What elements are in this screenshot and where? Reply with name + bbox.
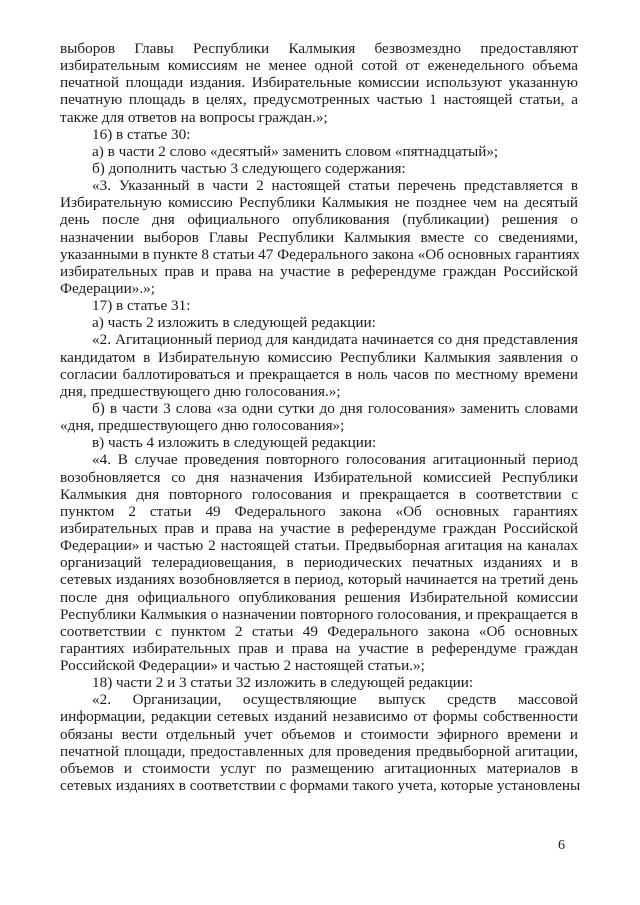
text-line: гарантиях избирательных прав и права на участие в референдуме граждан (60, 639, 578, 657)
text-line: день после дня официального опубликования (публикации) решения о (60, 211, 578, 229)
text-line: кандидатом в Избирательную комиссию Республики Калмыкия заявления о (60, 348, 578, 366)
text-line: назначении выборов Главы Республики Калмыкия вместе со сведениями, (60, 228, 578, 246)
text-line: указанными в пункте 8 статьи 47 Федерального закона «Об основных гарантиях (60, 245, 580, 263)
text-line: печатную площадь в целях, предусмотренных частью 1 настоящей статьи, а (60, 91, 578, 109)
text-line: соответствии с пунктом 2 статьи 49 Федерального закона «Об основных (60, 622, 578, 640)
text-line: сетевых изданиях в соответствии с формами такого учета, которые установлены (60, 777, 581, 795)
text-line: «3. Указанный в части 2 настоящей статьи перечень представляется в (92, 177, 578, 195)
text-line: 16) в статье 30: (92, 125, 191, 143)
text-line: избирательных прав и права на участие в референдуме граждан Российской (60, 262, 578, 280)
text-line: согласии баллотироваться и прекращается в ноль часов по местному времени (60, 365, 578, 383)
text-line: «дня, предшествующего дню голосования»; (60, 417, 345, 435)
text-line: 18) части 2 и 3 статьи 32 изложить в следующей редакции: (92, 674, 474, 692)
text-line: пунктом 2 статьи 49 Федерального закона «Об основных гарантиях (60, 502, 578, 520)
text-line: «2. Организации, осуществляющие выпуск средств массовой (92, 691, 578, 709)
text-line: б) в части 3 слова «за одни сутки до дня голосования» заменить словами (92, 399, 578, 417)
text-line: Российской Федерации» и частью 2 настоящей статьи.»; (60, 657, 425, 675)
text-line: Федерации» и частью 2 настоящей статьи. Предвыборная агитация на каналах (60, 537, 578, 555)
text-line: 17) в статье 31: (92, 297, 191, 315)
text-line: выборов Главы Республики Калмыкия безвозмездно предоставляют (60, 40, 578, 57)
text-line: в) часть 4 изложить в следующей редакции: (92, 434, 377, 452)
text-line: а) в части 2 слово «десятый» заменить словом «пятнадцатый»; (92, 142, 499, 160)
text-line: Калмыкия дня повторного голосования и прекращается в соответствии с (60, 485, 578, 503)
text-line: Республики Калмыкия о назначении повторного голосования, и прекращается в (60, 605, 578, 623)
text-line: избирательных прав и права на участие в референдуме граждан Российской (60, 519, 578, 537)
text-line: возобновляется со дня назначения Избирательной комиссией Республики (60, 468, 578, 486)
text-line: «2. Агитационный период для кандидата начинается со дня представления (92, 331, 578, 349)
text-line: а) часть 2 изложить в следующей редакции: (92, 314, 376, 332)
text-line: печатной площади, предоставленных для проведения предвыборной агитации, (60, 742, 578, 760)
text-line: избирательным комиссиям не менее одной сотой от еженедельного объема (60, 57, 578, 75)
text-line: после дня официального опубликования решения Избирательной комиссии (60, 588, 578, 606)
text-line: информации, редакции сетевых изданий независимо от формы собственности (60, 708, 578, 726)
text-line: дня, предшествующего дню голосования.»; (60, 382, 341, 400)
text-line: печатной площади издания. Избирательные комиссии используют указанную (60, 74, 578, 92)
text-line: также для ответов на вопросы граждан.»; (60, 108, 328, 126)
page-number: 6 (558, 838, 565, 853)
text-line: Избирательную комиссию Республики Калмыкия не позднее чем на десятый (60, 194, 578, 212)
text-line: «4. В случае проведения повторного голосования агитационный период (92, 451, 578, 469)
document-body (60, 40, 581, 795)
text-line: б) дополнить частью 3 следующего содержания: (92, 159, 406, 177)
text-line: обязаны вести отдельный учет объемов и стоимости эфирного времени и (60, 725, 578, 743)
text-line: сетевых изданиях возобновляется в период, который начинается на третий день (60, 571, 578, 589)
text-line: организаций телерадиовещания, в периодических печатных изданиях и в (60, 554, 578, 572)
text-line: Федерации».»; (60, 279, 155, 297)
text-line: объемов и стоимости услуг по размещению агитационных материалов в (60, 759, 578, 777)
